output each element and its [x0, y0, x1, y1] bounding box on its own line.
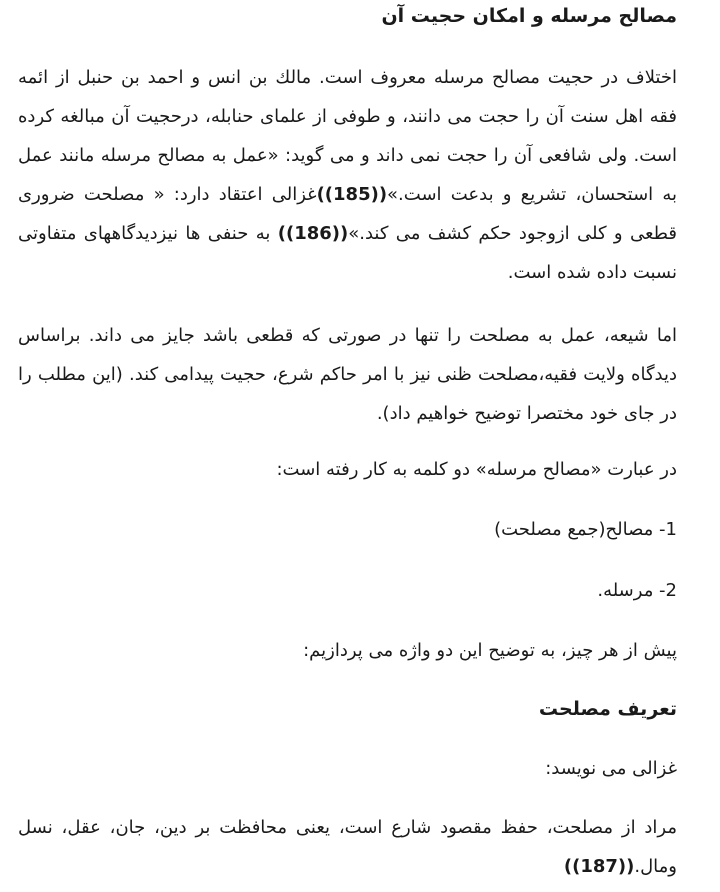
explain-line: پیش از هر چیز، به توضیح این دو واژه می پردازیم: [303, 640, 677, 661]
footnote-ref-186[interactable]: ((186)) [277, 223, 349, 244]
footnote-ref-185[interactable]: ((185)) [316, 184, 388, 205]
paragraph-text: مراد از مصلحت، حفظ مقصود شارع است، یعنی محافظت بر دین، جان، عقل، نسل ومال. [18, 817, 677, 877]
paragraph-text: به حنفی ها نیزدیدگاههای متفاوتی نسبت داده شده است. [18, 223, 677, 283]
paragraph-shia: اما شیعه، عمل به مصلحت را تنها در صورتی كه قطعی باشد جایز می داند. براساس دیدگاه ولایت فقیه،مصلحت ظنی نیز با امر حاكم شرع، حجیت پیدامی كند. (این مطلب را در جای خود مختصرا توضیح خواهیم داد). [18, 325, 677, 424]
footnote-ref-187[interactable]: ((187)) [563, 856, 635, 877]
page-title: مصالح مرسله و امکان حجیت آن [381, 5, 677, 27]
list-item: 1- مصالح(جمع مصلحت) [494, 519, 677, 540]
quote-intro-line: غزالی می نویسد: [545, 758, 677, 779]
intro-line: در عبارت «مصالح مرسله» دو كلمه به كار رفته است: [276, 459, 677, 480]
list-item: 2- مرسله. [597, 580, 677, 601]
paragraph-text: غزالی اعتقاد دارد: « مصلحت ضروری قطعی و كلی ازوجود حكم كشف می كند.» [18, 184, 678, 244]
document-page [0, 2, 720, 892]
paragraph-hujjiyat [18, 58, 677, 292]
section-heading: تعریف مصلحت [538, 698, 677, 720]
paragraph-definition [18, 808, 677, 886]
paragraph-text: اختلاف در حجیت مصالح مرسله معروف است. مالك بن انس و احمد بن حنبل از ائمه فقه اهل سنت آن را حجت می دانند، و طوفی از علمای حنابله، درحجیت آن مبالغه كرده است. ولی شافعی آن را حجت نمی داند و می گوید: «عمل به مصالح مرسله مانند عمل به استحسان، تشریع و بدعت است.» [18, 67, 678, 205]
